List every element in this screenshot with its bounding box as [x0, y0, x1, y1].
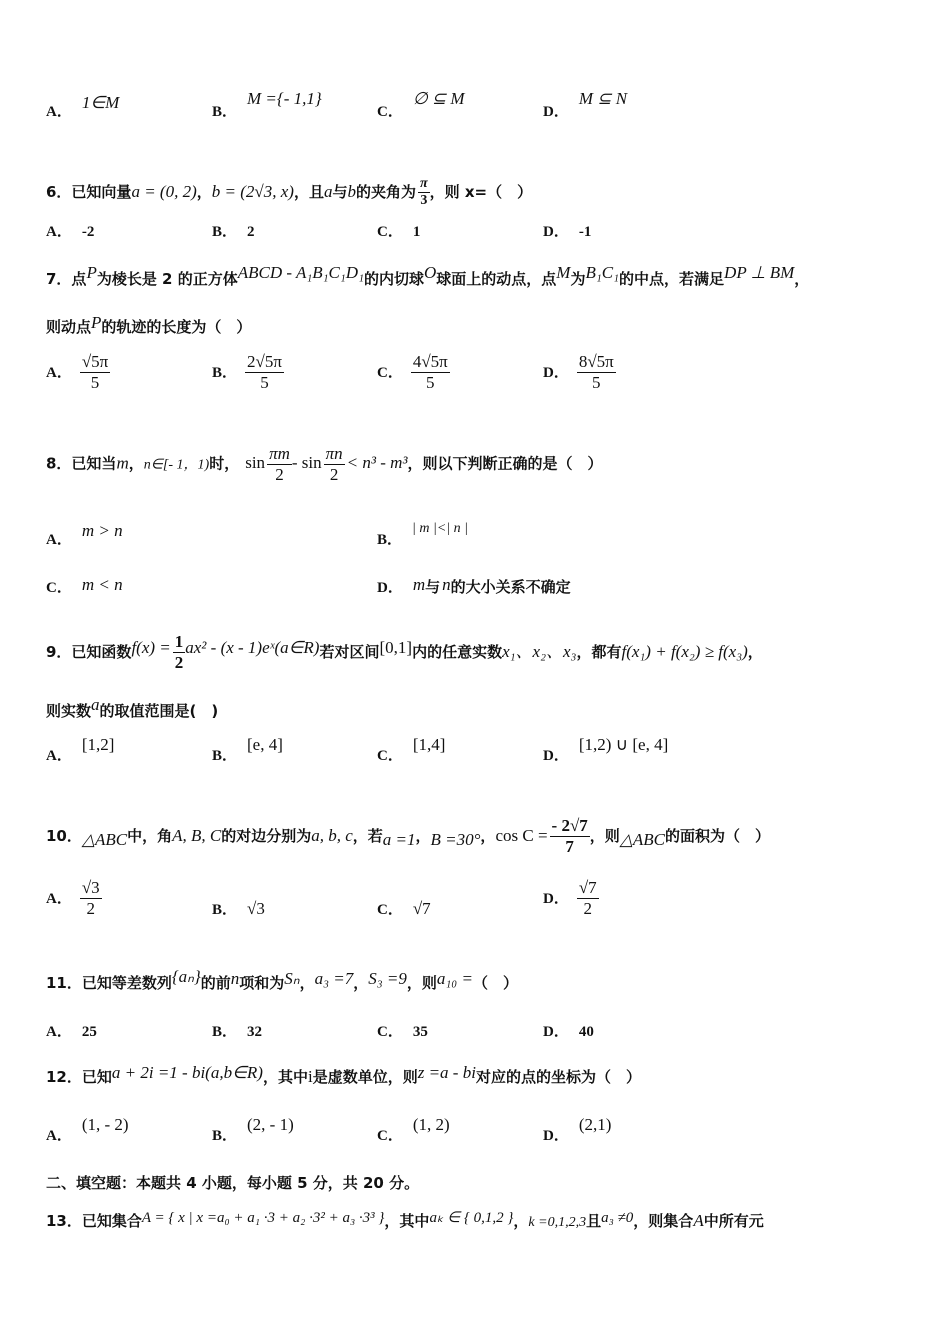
q10-option-d[interactable] — [543, 878, 599, 919]
q7-var: B₁C₁ — [585, 263, 620, 282]
q13-var: A — [693, 1211, 704, 1230]
q10-text: 的对边分别为 — [221, 827, 312, 845]
q11-number: 11．已知等差数列 — [46, 974, 172, 992]
q8-option-d[interactable] — [377, 576, 571, 597]
option-label: C． — [377, 748, 403, 764]
q10-angles: A, B, C — [172, 826, 222, 845]
q13-text: ，其中 — [384, 1212, 430, 1230]
option-fraction — [411, 352, 450, 393]
q11-text: ，则 — [406, 974, 437, 992]
option-label: C． — [377, 365, 403, 381]
q9-stem-line2 — [0, 694, 950, 734]
option-value: 35 — [412, 1024, 428, 1040]
section2-heading — [0, 1172, 950, 1196]
option-math: m < n — [81, 575, 123, 594]
frac-num: - 2√7 — [551, 816, 588, 835]
q12-option-b[interactable] — [212, 1115, 294, 1145]
q9-interval: [0,1] — [379, 638, 413, 657]
q9-option-d[interactable] — [543, 735, 669, 765]
frac-den: 3 — [420, 193, 428, 208]
q8-stem — [0, 440, 950, 490]
q6-text: ， — [196, 183, 212, 201]
q12-number: 12．已知 — [46, 1068, 112, 1086]
option-math: (1, 2) — [412, 1115, 450, 1134]
q5-option-a[interactable] — [46, 93, 120, 121]
q7-text: 的中点，若满足 — [619, 270, 725, 288]
q8-text: 时， — [209, 454, 240, 473]
option-math: 1∈M — [81, 93, 120, 112]
q10-text: ，则 — [589, 827, 620, 845]
frac-den: 2 — [174, 653, 184, 672]
q11-text: （ ） — [472, 974, 518, 992]
q9-option-a[interactable] — [46, 735, 115, 765]
option-label: A． — [46, 891, 72, 907]
option-value: 25 — [81, 1024, 97, 1040]
q10-text: ， — [415, 827, 431, 845]
q13-condition: aₖ ∈ { 0,1,2 } — [429, 1210, 514, 1226]
q7-text: ， — [794, 270, 810, 288]
option-label: D． — [543, 365, 569, 381]
q11-options — [0, 1020, 950, 1060]
q6-var-b: b — [347, 182, 356, 201]
q7-stem-line2 — [0, 312, 950, 352]
q7-var: P — [91, 313, 102, 332]
q10-stem — [0, 800, 950, 856]
option-math: [1,4] — [412, 735, 446, 754]
q7-text: 的轨迹的长度为（ ） — [101, 318, 252, 336]
option-label: C． — [377, 1128, 403, 1144]
section-title: 二、填空题：本题共 4 小题，每小题 5 分，共 20 分。 — [46, 1174, 420, 1192]
q6-text: ，则 x=（ ） — [429, 183, 533, 201]
option-label: D． — [543, 104, 569, 120]
q7-var: O — [424, 263, 437, 282]
option-value: -1 — [578, 224, 592, 240]
option-text: 与 — [425, 578, 441, 596]
option-math: m — [412, 575, 426, 594]
option-label: B． — [212, 224, 238, 240]
q13-text: ， — [513, 1212, 529, 1230]
q12-option-c[interactable] — [377, 1115, 450, 1145]
q13-set: A = { x | x =a₀ + a₁ ·3 + a₂ ·3² + a₃ ·3³ } — [141, 1210, 385, 1226]
q7-option-d[interactable] — [543, 352, 616, 393]
q5-option-c[interactable] — [377, 89, 465, 121]
q5-options — [0, 89, 950, 140]
q8-number: 8．已知当 — [46, 454, 117, 473]
q11-text: 的前 — [200, 974, 231, 992]
frac-num: π — [419, 176, 428, 191]
q12-option-a[interactable] — [46, 1115, 129, 1145]
q8-frac2 — [324, 444, 345, 485]
q5-option-b[interactable] — [212, 89, 322, 121]
q9-text: 若对区间 — [319, 643, 380, 661]
frac-num: √5π — [81, 352, 109, 371]
q8-sin: sin — [245, 453, 266, 473]
q10-text: ，若 — [352, 827, 383, 845]
option-fraction — [245, 352, 284, 393]
option-math: [e, 4] — [247, 735, 283, 754]
option-math: M ⊆ N — [578, 89, 628, 108]
q7-text: 则动点 — [46, 318, 92, 336]
q8-range: n∈[- 1，1) — [143, 457, 210, 473]
option-label: A． — [46, 104, 72, 120]
q8-option-a[interactable] — [46, 521, 123, 549]
q6-angle — [418, 176, 430, 209]
q10-triangle: △ABC — [619, 830, 665, 849]
option-label: A． — [46, 365, 72, 381]
frac-num: 4√5π — [412, 352, 448, 371]
q9-text: 的取值范围是( ) — [99, 702, 219, 720]
q12-z: z =a - bi — [417, 1063, 476, 1082]
q11-condition: S₃ =9 — [368, 969, 407, 988]
q7-number: 7．点 — [46, 270, 87, 288]
q12-equation: a + 2i =1 - bi(a,b∈R) — [111, 1063, 263, 1082]
q8-frac1 — [267, 444, 292, 485]
q11-text: ， — [299, 974, 315, 992]
option-math: (1, - 2) — [81, 1115, 129, 1134]
q10-text: 中，角 — [127, 827, 173, 845]
q11-var: Sₙ — [284, 969, 300, 988]
frac-den: 2 — [86, 899, 96, 918]
q6-text: 与 — [332, 183, 348, 201]
option-value: 32 — [247, 1024, 263, 1040]
q12-text: 是虚数单位，则 — [312, 1068, 418, 1086]
q8-option-b[interactable] — [377, 521, 468, 549]
option-math: [1,2) ∪ [e, 4] — [578, 735, 669, 754]
q9-condition: f(x₁) + f(x₂) ≥ f(x₃) — [621, 642, 748, 661]
q7-var: P — [86, 263, 97, 282]
q13-stem — [0, 1200, 950, 1240]
q10-number: 10． — [46, 827, 82, 845]
option-math: (2, - 1) — [247, 1115, 294, 1134]
q7-cube: ABCD - A₁B₁C₁D₁ — [237, 263, 364, 282]
q6-text: 的夹角为 — [355, 183, 416, 201]
frac-num: 8√5π — [578, 352, 614, 371]
option-label: D． — [543, 891, 569, 907]
frac-num: 1 — [174, 632, 184, 651]
option-label: C． — [46, 580, 72, 596]
q6-vector-b: b = (2√3, x) — [211, 182, 294, 201]
option-math: | m |<| n | — [412, 521, 468, 536]
frac-num: √3 — [81, 878, 100, 897]
q12-var: i — [307, 1067, 313, 1086]
q9-text: 内的任意实数 — [412, 643, 503, 661]
option-label: D． — [377, 580, 403, 596]
q7-option-a[interactable] — [46, 352, 110, 393]
q9-function: f(x) = — [131, 638, 171, 657]
q6-number: 6．已知向量 — [46, 183, 132, 201]
q11-option-d[interactable] — [543, 1020, 594, 1041]
option-fraction — [80, 878, 102, 919]
frac-den: 5 — [592, 373, 601, 392]
q12-options — [0, 1115, 950, 1164]
q11-var: n — [230, 969, 240, 988]
option-math: M ={- 1,1} — [247, 89, 322, 108]
q8-text: ，则以下判断正确的是（ ） — [407, 454, 603, 473]
q7-stem — [0, 262, 950, 302]
q8-sin: - sin — [291, 453, 322, 473]
option-math: [1,2] — [81, 735, 115, 754]
q10-cos: cos C = — [495, 826, 548, 845]
q10-condition: a =1 — [382, 830, 416, 849]
q12-option-d[interactable] — [543, 1115, 612, 1145]
q11-condition: a₃ =7 — [314, 969, 354, 988]
q13-text: 且 — [586, 1212, 602, 1230]
option-text: 的大小关系不确定 — [450, 578, 571, 596]
q9-var: a — [91, 695, 100, 714]
option-value: 2 — [247, 224, 255, 240]
q10-options — [0, 878, 950, 930]
option-math: n — [442, 575, 451, 594]
frac-num: √7 — [578, 878, 597, 897]
q9-text: ， — [747, 643, 763, 661]
q10-option-a[interactable] — [46, 878, 102, 919]
option-fraction — [80, 352, 110, 393]
q8-text: ， — [128, 454, 144, 473]
q6-text: ，且 — [293, 183, 324, 201]
q9-stem — [0, 624, 950, 674]
option-value: 1 — [412, 224, 421, 240]
q8-option-c[interactable] — [46, 576, 123, 597]
q12-text: ，其中 — [262, 1068, 308, 1086]
option-value: -2 — [81, 224, 95, 240]
q9-number: 9．已知函数 — [46, 643, 132, 661]
option-label: C． — [377, 224, 403, 240]
frac-den: 7 — [565, 837, 574, 856]
q12-text: 对应的点的坐标为（ ） — [475, 1068, 641, 1086]
q7-options — [0, 352, 950, 404]
q11-stem — [0, 962, 950, 1002]
q6-option-a[interactable] — [46, 220, 94, 241]
frac-den: 5 — [426, 373, 435, 392]
option-label: D． — [543, 748, 569, 764]
q8-inequality — [245, 444, 408, 484]
q6-options — [0, 220, 950, 260]
q6-stem — [0, 168, 950, 208]
frac-den: 5 — [260, 373, 269, 392]
q11-target: a₁₀ = — [436, 969, 473, 988]
option-value: 40 — [578, 1024, 594, 1040]
q11-option-c[interactable] — [377, 1020, 428, 1041]
q9-function: ax² - (x - 1)eˣ(a∈R) — [185, 638, 320, 657]
q6-vector-a: a = (0, 2) — [131, 182, 197, 201]
q8-rhs: < n³ - m³ — [346, 453, 408, 473]
option-math: √3 — [247, 899, 265, 918]
q11-sequence: {aₙ} — [171, 967, 201, 986]
q7-text: 的内切球 — [363, 270, 424, 288]
q8-var: m — [116, 453, 129, 473]
option-math: (2,1) — [578, 1115, 612, 1134]
q11-text: ， — [353, 974, 369, 992]
q6-option-d[interactable] — [543, 220, 591, 241]
option-fraction — [577, 878, 599, 919]
frac-den: 2 — [583, 899, 593, 918]
option-label: B． — [212, 365, 238, 381]
option-label: C． — [377, 1024, 403, 1040]
frac-den: 2 — [329, 465, 339, 484]
option-label: B． — [212, 1128, 238, 1144]
option-label: C． — [377, 902, 403, 918]
q9-vars: x₁、x₂、x₃ — [502, 642, 577, 661]
q11-option-a[interactable] — [46, 1020, 97, 1041]
option-math: √7 — [412, 899, 431, 918]
option-label: C． — [377, 104, 403, 120]
q6-option-c[interactable] — [377, 220, 420, 241]
q10-cos-frac — [550, 816, 590, 857]
q12-stem — [0, 1058, 950, 1098]
q6-var-a: a — [323, 182, 333, 201]
option-label: B． — [212, 748, 238, 764]
q7-text: 为 — [570, 270, 586, 288]
option-math: m > n — [81, 521, 123, 540]
q10-text: ， — [480, 827, 496, 845]
option-label: B． — [377, 532, 403, 548]
q13-text: 中所有元 — [703, 1212, 764, 1230]
option-label: D． — [543, 1128, 569, 1144]
q10-sides: a, b, c — [311, 826, 353, 845]
frac-num: πm — [269, 444, 290, 463]
option-math: ∅ ⊆ M — [412, 89, 465, 108]
frac-num: πn — [325, 444, 343, 463]
q13-number: 13．已知集合 — [46, 1212, 142, 1230]
frac-den: 2 — [275, 465, 284, 484]
option-fraction — [577, 352, 616, 393]
q9-option-b[interactable] — [212, 735, 283, 765]
option-label: B． — [212, 902, 238, 918]
q10-text: 的面积为（ ） — [664, 827, 770, 845]
option-label: B． — [212, 104, 238, 120]
q9-option-c[interactable] — [377, 735, 446, 765]
q13-condition: a₃ ≠0 — [601, 1210, 634, 1226]
q10-option-b[interactable] — [212, 898, 265, 919]
q9-half — [173, 632, 186, 673]
q11-text: 项和为 — [239, 974, 285, 992]
q7-var: M — [556, 263, 571, 282]
option-label: A． — [46, 748, 72, 764]
q8-options-ab — [0, 521, 950, 568]
q9-text: ，都有 — [576, 643, 622, 661]
q10-triangle: △ABC — [81, 830, 128, 849]
q9-options — [0, 735, 950, 784]
q9-text: 则实数 — [46, 702, 92, 720]
option-label: B． — [212, 1024, 238, 1040]
frac-den: 5 — [90, 373, 100, 392]
option-label: D． — [543, 1024, 569, 1040]
q7-text: 为棱长是 2 的正方体 — [96, 270, 238, 288]
q10-condition: B =30° — [430, 830, 481, 849]
q11-option-b[interactable] — [212, 1020, 262, 1041]
q13-text: ，则集合 — [633, 1212, 694, 1230]
q5-option-d[interactable] — [543, 89, 628, 121]
option-label: D． — [543, 224, 569, 240]
q8-options-cd — [0, 576, 950, 616]
option-label: A． — [46, 1024, 72, 1040]
q7-text: 球面上的动点，点 — [436, 270, 557, 288]
frac-num: 2√5π — [247, 352, 282, 371]
option-label: A． — [46, 1128, 72, 1144]
q13-k: k =0,1,2,3 — [528, 1215, 587, 1230]
option-label: A． — [46, 224, 72, 240]
q7-option-c[interactable] — [377, 352, 450, 393]
q7-condition: DP ⊥ BM — [724, 263, 795, 282]
q10-option-c[interactable] — [377, 898, 431, 919]
option-label: A． — [46, 532, 72, 548]
q6-option-b[interactable] — [212, 220, 255, 241]
q7-option-b[interactable] — [212, 352, 284, 393]
